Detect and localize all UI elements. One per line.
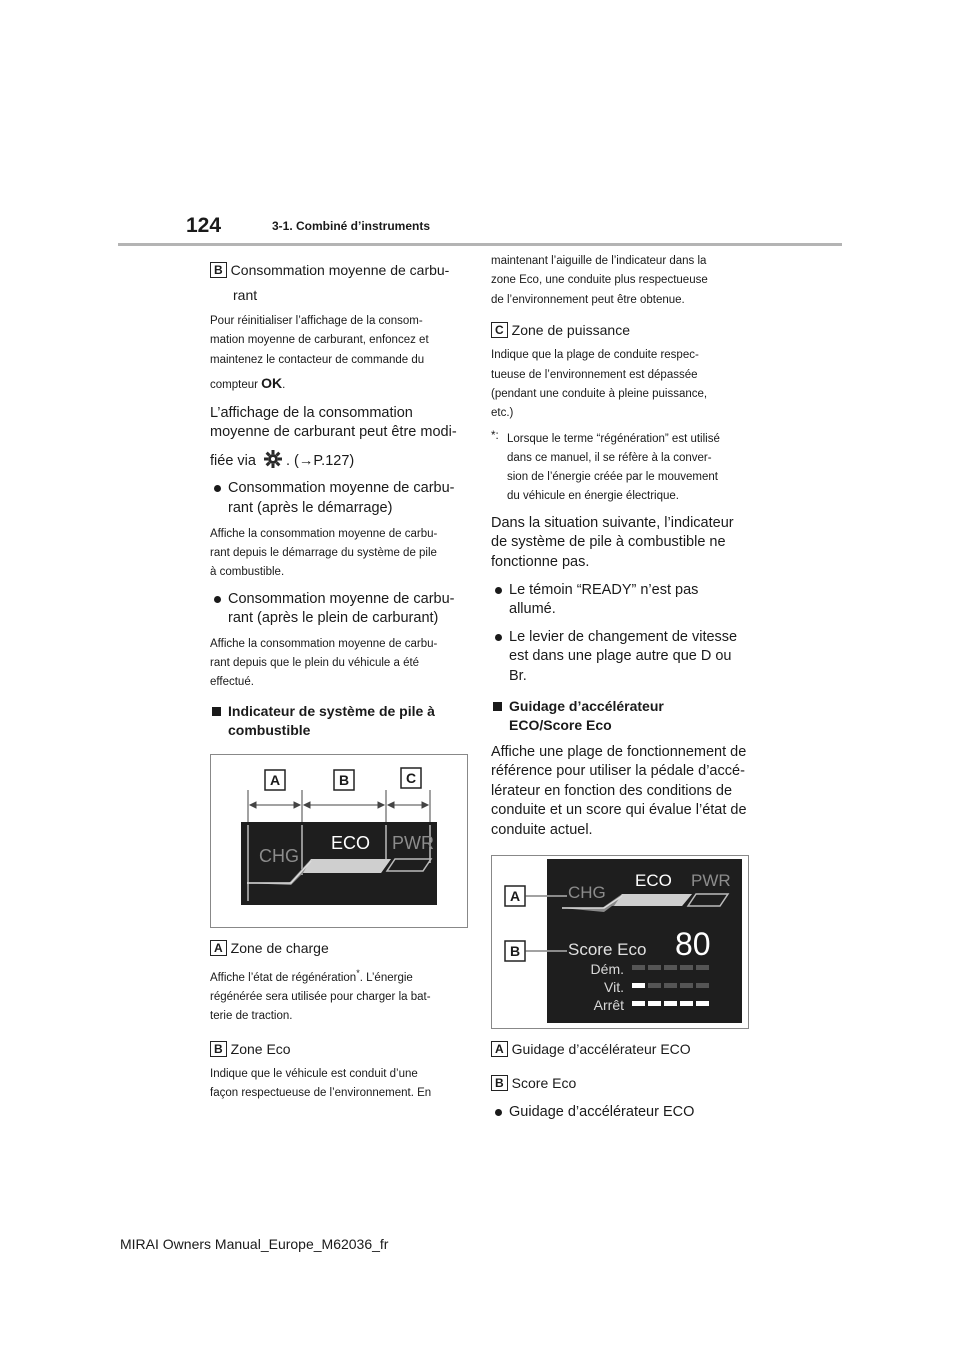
fig2-row-start: Dém. [590, 960, 624, 977]
body-text-eco-guide: Affiche une plage de fonctionnement de référence pour utiliser la pédale d’accé- lérateur en fonction des conditions de conduite et un score qui évalue l’état de conduite actuel. [491, 743, 747, 838]
label-box-a-right: A [491, 1041, 508, 1057]
item-b-title-cont: rant [233, 287, 258, 303]
gear-icon [263, 449, 283, 469]
header-rule [118, 243, 842, 246]
fig2-chg: CHG [568, 882, 606, 902]
item-a-title: A Zone de charge [210, 938, 472, 958]
label-box-b: B [210, 262, 227, 278]
fig1-chg: CHG [259, 845, 299, 866]
item-b2-desc: Indique que le véhicule est conduit d’une façon respectueuse de l’environnement. En [210, 1067, 432, 1100]
fig2-pwr: PWR [691, 870, 731, 890]
label-box-b2: B [210, 1041, 227, 1057]
eco-guide-figure [491, 855, 749, 1029]
body-text: L’affichage de la consommation moyenne de carburant peut être modi- fiée via . (→P.127) [210, 404, 457, 469]
fig1-label-a: A [270, 771, 281, 788]
fc-indicator-figure [210, 754, 468, 928]
item-a-eco-title: A Guidage d’accélérateur ECO [491, 1039, 753, 1059]
fig1-eco: ECO [331, 832, 371, 853]
item-c-desc: Indique que la plage de conduite respec- tueuse de l’environnement est dépassée (pendant une conduite à pleine puissance, etc.) [491, 349, 708, 420]
item-c-title: C Zone de puissance [491, 320, 753, 340]
heading-fc-indicator: Indicateur de système de pile à combustible [210, 702, 472, 740]
body-text-situation: Dans la situation suivante, l’indicateur de système de pile à combustible ne fonctionne pas. [491, 514, 734, 571]
fig2-score-label: Score Eco [568, 939, 647, 959]
bullet-shift-lever: Le levier de changement de vitesse est dans une plage autre que D ou Br. [491, 628, 753, 687]
label-box-a: A [210, 940, 227, 956]
heading-eco-guide: Guidage d’accélérateur ECO/Score Eco [491, 697, 753, 735]
item-b-title: B Consommation moyenne de carbu- [210, 260, 472, 280]
left-column [210, 250, 472, 1104]
fig1-label-b: B [339, 771, 350, 788]
label-box-b-right: B [491, 1075, 508, 1091]
item-b-desc: Pour réinitialiser l’affichage de la consom- mation moyenne de carburant, enfoncez et maintenez le contacteur de commande du compteur OK. [210, 315, 429, 392]
fig2-score-value: 80 [675, 925, 711, 962]
bullet-after-refuel-desc: Affiche la consommation moyenne de carbu- rant depuis que le plein du véhicule a été effectué. [210, 637, 438, 688]
item-b-score-title: B Score Eco [491, 1073, 753, 1093]
eco-zone-desc-cont: maintenant l’aiguille de l’indicateur dans la zone Eco, une conduite plus respectueuse de l’environnement peut être obtenue. [491, 255, 708, 306]
right-column [491, 250, 753, 1122]
fig1-pwr: PWR [392, 832, 434, 853]
bullet-eco-guide: Guidage d’accélérateur ECO [491, 1103, 753, 1123]
footer-text: MIRAI Owners Manual_Europe_M62036_fr [120, 1236, 389, 1252]
page-number: 124 [186, 214, 222, 237]
fig2-row-stop: Arrêt [593, 996, 624, 1013]
section-title: 3-1. Combiné d’instruments [272, 219, 431, 233]
label-box-c: C [491, 322, 508, 338]
ok-button-icon: OK [261, 375, 283, 392]
footnote: *: Lorsque le terme “régénération” est utilisé dans ce manuel, il se réfère à la conver- sion de l’énergie créée par le mouvement du véhicule en énergie électrique. [491, 429, 720, 502]
bullet-after-refuel: Consommation moyenne de carbu- rant (après le plein de carburant) [210, 590, 472, 629]
bullet-after-start: Consommation moyenne de carbu- rant (après le démarrage) [210, 479, 472, 518]
bullet-ready: Le témoin “READY” n’est pas allumé. [491, 581, 753, 620]
fig1-label-c: C [406, 769, 417, 786]
fig2-label-a: A [510, 887, 521, 904]
fig2-eco: ECO [635, 870, 672, 890]
fig2-row-speed: Vit. [604, 978, 624, 995]
fig2-label-b: B [510, 942, 521, 959]
bullet-after-start-desc: Affiche la consommation moyenne de carbu- rant depuis le démarrage du système de pile à combustible. [210, 527, 438, 578]
item-b2-title: B Zone Eco [210, 1039, 472, 1059]
item-a-desc: Affiche l’état de régénération*. L’énergie régénérée sera utilisée pour charger la bat- terie de traction. [210, 967, 431, 1023]
